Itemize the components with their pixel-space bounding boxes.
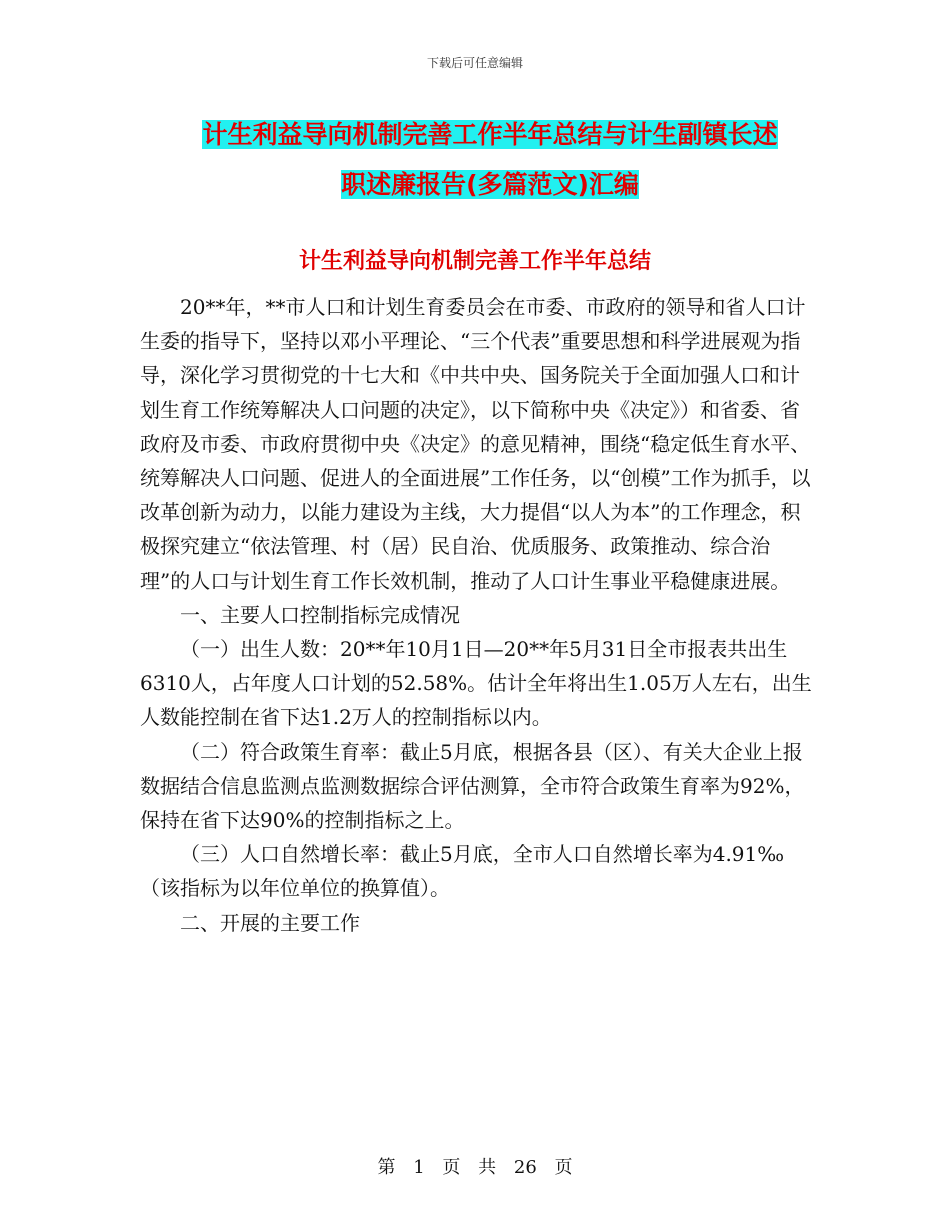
heading-1: 一、主要人口控制指标完成情况 — [180, 602, 460, 627]
section-title: 计生利益导向机制完善工作半年总结 — [298, 249, 651, 274]
paragraph-policy-rate: （二）符合政策生育率：截止5月底，根据各县（区）、有关大企业上报数据结合信息监测点监测数据综合评估测算，全市符合政策生育率为92%，保持在省下达90%的控制指标之上。 — [140, 739, 805, 833]
page-footer — [0, 1153, 950, 1179]
paragraph-intro: 20**年，**市人口和计划生育委员会在市委、市政府的领导和省人口计生委的指导下，坚持以邓小平理论、“三个代表”重要思想和科学进展观为指导，深化学习贯彻党的十七大和《中共中央、国务院关于全面加强人口和计划生育工作统筹解决人口问题的决定》，以下简称中央《决定》）和省委、省政府及市委、市政府贯彻中央《决定》的意见精神，围绕“稳定低生育水平、统筹解决人口问题、促进人的全面进展”工作任务，以“创模”工作为抓手，以改革创新为动力，以能力建设为主线，大力提倡“以人为本”的工作理念，积极探究建立“依法管理、村（居）民自治、优质服务、政策推动、综合治理”的人口与计划生育工作长效机制，推动了人口计生事业平稳健康进展。 — [140, 295, 811, 593]
document-body — [140, 290, 812, 940]
header-note: 下载后可任意编辑 — [426, 56, 523, 70]
footer-suffix: 页 — [554, 1157, 573, 1178]
paragraph-growth-rate: （三）人口自然增长率：截止5月底，全市人口自然增长率为4.91‰（该指标为以年位单位的换算值）。 — [140, 842, 785, 901]
footer-mid1: 页 — [442, 1157, 461, 1178]
footer-page-number: 1 — [413, 1157, 425, 1178]
title-line-1: 计生利益导向机制完善工作半年总结与计生副镇长述 — [202, 120, 778, 149]
paragraph-births: （一）出生人数：20**年10月1日—20**年5月31日全市报表共出生6310人，占年度人口计划的52.58%。估计全年将出生1.05万人左右，出生人数能控制在省下达1.2万人的控制指标以内。 — [140, 637, 812, 730]
title-line-2: 职述廉报告(多篇范文)汇编 — [341, 170, 639, 199]
footer-total-pages: 26 — [513, 1157, 537, 1178]
document-title — [140, 110, 840, 210]
footer-prefix: 第 — [377, 1157, 396, 1178]
heading-2: 二、开展的主要工作 — [180, 910, 360, 935]
footer-mid2: 共 — [478, 1157, 497, 1178]
